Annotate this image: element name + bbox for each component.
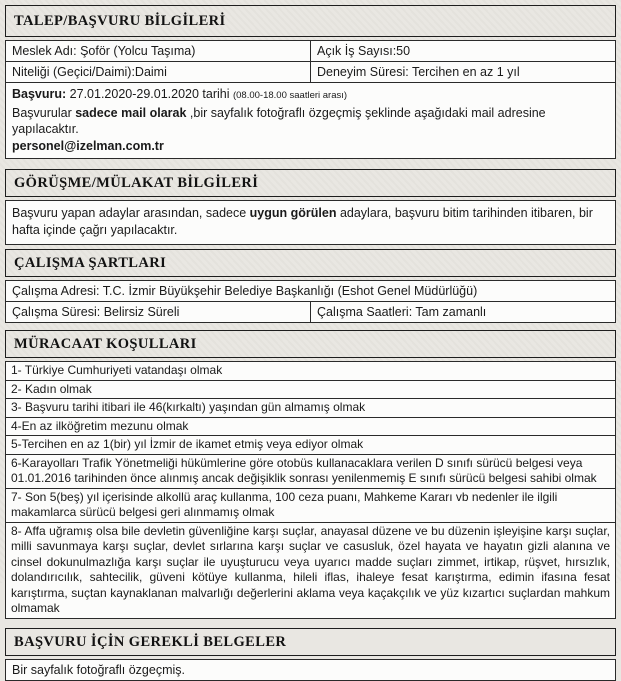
section-calisma-sartlari [5,249,616,323]
section-gerekli-belgeler [5,628,616,681]
requirement-item-5: 5-Tercihen en az 1(bir) yıl İzmir de ikamet etmiş veya ediyor olmak [5,435,616,455]
calisma-suresi-cell: Çalışma Süresi: Belirsiz Süreli [6,302,311,322]
meslek-adi-cell: Meslek Adı: Şoför (Yolcu Taşıma) [6,41,311,61]
mail-instruction-bold: sadece mail olarak [75,105,187,120]
gorusme-text-post: adaylara, başvuru bitim tarihinden itibaren, bir hafta içinde çağrı yapılacaktır. [12,206,593,237]
niteligi-cell: Niteliği (Geçici/Daimi):Daimi [6,62,311,82]
mail-instruction-line [12,105,609,138]
requirement-item-1: 1- Türkiye Cumhuriyeti vatandaşı olmak [5,361,616,381]
requirement-item-3: 3- Başvuru tarihi itibari ile 46(kırkaltı) yaşından gün almamış olmak [5,398,616,418]
basvuru-date-line [12,86,609,105]
requirement-item-2: 2- Kadın olmak [5,380,616,400]
talep-section-title: TALEP/BAŞVURU BİLGİLERİ [5,5,616,37]
gorusme-paragraph [5,200,616,245]
belgeler-table [5,659,616,681]
belgeler-section-title: BAŞVURU İÇİN GEREKLİ BELGELER [5,628,616,656]
calisma-table [5,280,616,323]
muracaat-section-title: MÜRACAAT KOŞULLARI [5,330,616,358]
requirement-item-6: 6-Karayolları Trafik Yönetmeliği hükümlerine göre otobüs kullanacaklara verilen D sınıfı sürücü belgesi veya 01.01.2016 tarihinden önce alınmış ancak değişiklik sonrası yenilenmemiş E sınıfı sürücü belgesi sahibi olmak [5,454,616,489]
deneyim-suresi-cell: Deneyim Süresi: Tercihen en az 1 yıl [317,65,520,79]
calisma-adresi-cell: Çalışma Adresi: T.C. İzmir Büyükşehir Belediye Başkanlığı (Eshot Genel Müdürlüğü) [5,280,616,302]
requirement-item-8: 8- Affa uğramış olsa bile devletin güvenliğine karşı suçlar, anayasal düzene ve bu düzenin işleyişine karşı suçlar, milli savunmaya karşı suçlar, devlet sırlarına karşı suçlar ve casusluk, özel hayata ve hayatın gizli alanına ve cinsel dokunulmazlığa karşı suçlar ile uyuşturucu veya uyarıcı madde suçları zimmet, irtikap, rüşvet, hırsızlık, dolandırıcılık, sahtecilik, güveni kötüye kullanma, hileli iflas, ihaleye fesat karıştırma, edimin ifasına fesat karıştırma, suçtan kaynaklanan malvarlığı değerlerini aklama veya kaçakçılık ve yüz kızartıcı suçlardan mahkum olmamak [5,522,616,619]
requirement-item-7: 7- Son 5(beş) yıl içerisinde alkollü araç kullanma, 100 ceza puanı, Mahkeme Kararı vb nedenler ile ilgili makamlarca sürücü belgesi geri alınmamış olmak [5,488,616,523]
acik-is-sayisi-cell: Açık İş Sayısı:50 [317,44,411,58]
basvuru-details-cell [5,82,616,159]
table-row [5,61,616,83]
application-email: personel@izelman.com.tr [12,138,164,153]
section-talep-basvuru [5,5,616,159]
talep-table [5,40,616,159]
gorusme-text-bold: uygun görülen [249,206,337,220]
mail-instruction-pre: Başvurular [12,105,76,120]
required-document-cell: Bir sayfalık fotoğraflı özgeçmiş. [5,659,616,681]
gorusme-section-title: GÖRÜŞME/MÜLAKAT BİLGİLERİ [5,169,616,197]
gorusme-table [5,200,616,245]
basvuru-hours-note: (08.00-18.00 saatleri arası) [232,90,348,101]
basvuru-label: Başvuru: [12,87,67,101]
gorusme-text-pre: Başvuru yapan adaylar arasından, sadece [12,206,250,220]
section-gorusme-mulakat [5,169,616,245]
section-muracaat-kosullari [5,330,616,619]
basvuru-dates: 27.01.2020-29.01.2020 tarihi [66,87,233,101]
muracaat-table [5,361,616,619]
table-row [5,40,616,62]
calisma-section-title: ÇALIŞMA ŞARTLARI [5,249,616,277]
mail-instruction-post: ,bir sayfalık fotoğraflı özgeçmiş şeklinde aşağıdaki mail adresine yapılacaktır. [12,105,546,136]
table-row [5,301,616,323]
calisma-saatleri-cell: Çalışma Saatleri: Tam zamanlı [317,305,487,319]
requirement-item-4: 4-En az ilköğretim mezunu olmak [5,417,616,437]
